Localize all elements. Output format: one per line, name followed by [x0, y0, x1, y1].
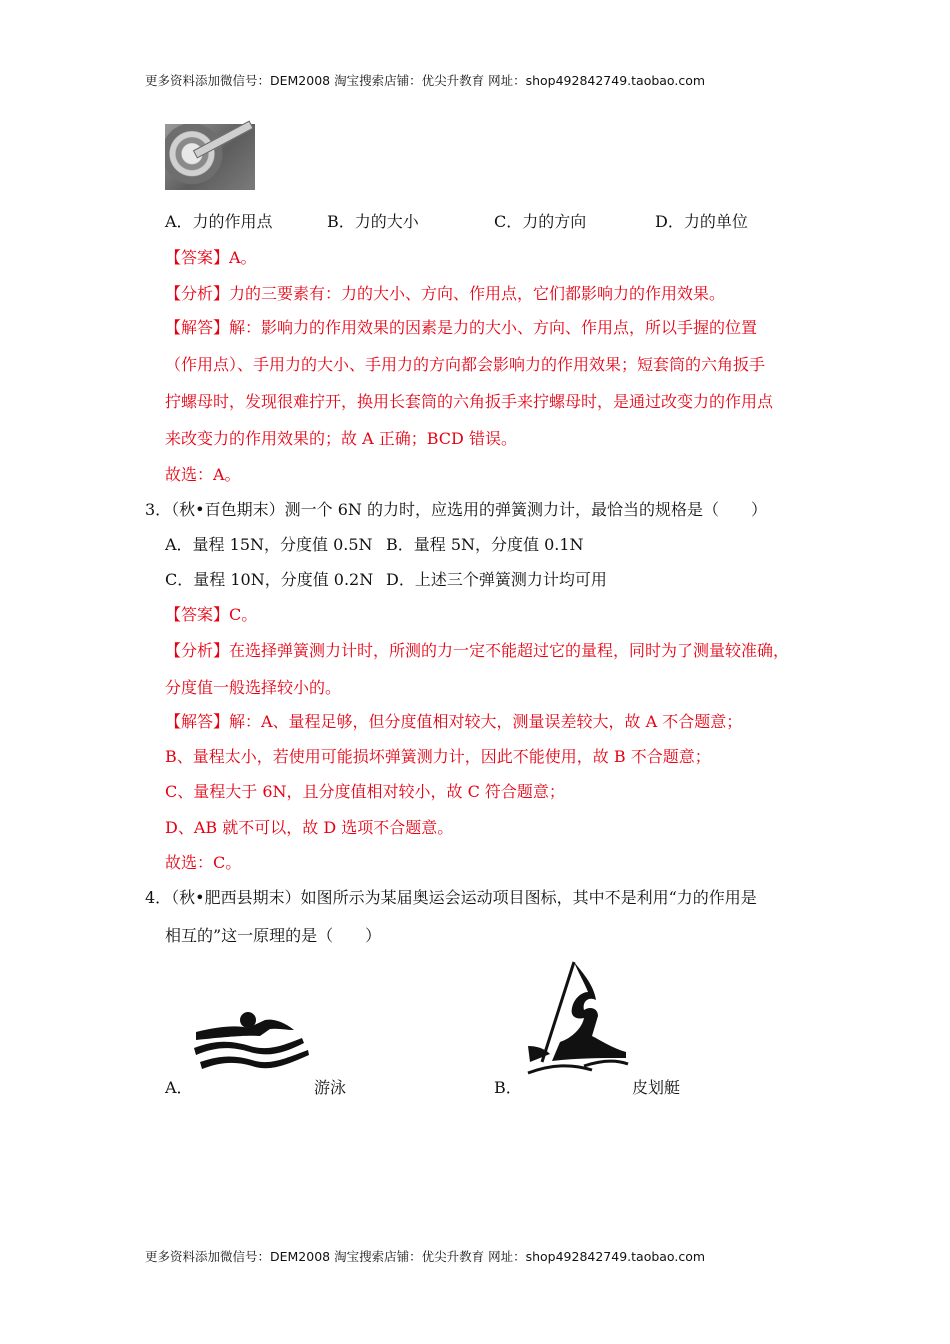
- q2-option-d: D．力的单位: [655, 212, 748, 231]
- q3-solution-line: D、AB 就不可以，故 D 选项不合题意。: [165, 818, 454, 837]
- wrench-icon: [193, 120, 254, 158]
- q2-option-c: C．力的方向: [494, 212, 587, 231]
- q4-stem-line: 相互的”这一原理的是（ ）: [165, 926, 382, 945]
- q3-analysis-line: 【分析】在选择弹簧测力计时，所测的力一定不能超过它的量程，同时为了测量较准确，: [165, 641, 790, 660]
- q4-option-a-letter: A．: [165, 1078, 193, 1097]
- q3-solution-line: 【解答】解：A、量程足够，但分度值相对较大，测量误差较大，故 A 不合题意；: [165, 712, 743, 731]
- q2-option-b: B．力的大小: [327, 212, 419, 231]
- q4-option-a-caption: 游泳: [314, 1078, 347, 1097]
- q4-option-b-letter: B．: [494, 1078, 522, 1097]
- q3-option-c: C．量程 10N，分度值 0.2N: [165, 570, 374, 589]
- q2-answer: 【答案】A。: [165, 248, 257, 267]
- q4-option-b-caption: 皮划艇: [632, 1078, 681, 1097]
- q3-solution-line: B、量程太小，若使用可能损坏弹簧测力计，因此不能使用，故 B 不合题意；: [165, 747, 711, 766]
- q3-choice: 故选：C。: [165, 853, 242, 872]
- q2-choice: 故选：A。: [165, 465, 241, 484]
- q3-option-a: A．量程 15N，分度值 0.5N: [165, 535, 373, 554]
- page-header: 更多资料添加微信号：DEM2008 淘宝搜索店铺：优尖升教育 网址：shop492842749.taobao.com: [145, 73, 706, 88]
- q3-answer: 【答案】C。: [165, 605, 258, 624]
- q4-stem-line: 4．（秋•肥西县期末）如图所示为某届奥运会运动项目图标，其中不是利用“力的作用是: [145, 888, 757, 907]
- q2-solution-line: 拧螺母时，发现很难拧开，换用长套筒的六角扳手来拧螺母时，是通过改变力的作用点: [165, 392, 774, 411]
- q3-solution-line: C、量程大于 6N，且分度值相对较小，故 C 符合题意；: [165, 782, 565, 801]
- canoe-icon: [522, 958, 632, 1082]
- q2-solution-line: 【解答】解：影响力的作用效果的因素是力的大小、方向、作用点，所以手握的位置: [165, 318, 758, 337]
- q3-option-b: B．量程 5N，分度值 0.1N: [386, 535, 584, 554]
- q2-solution-line: （作用点）、手用力的大小、手用力的方向都会影响力的作用效果；短套筒的六角扳手: [165, 355, 766, 374]
- page-footer: 更多资料添加微信号：DEM2008 淘宝搜索店铺：优尖升教育 网址：shop492842749.taobao.com: [145, 1249, 706, 1264]
- wrench-wheel-photo: [165, 124, 255, 190]
- swimming-icon: [190, 1010, 312, 1078]
- q3-stem: 3．（秋•百色期末）测一个 6N 的力时，应选用的弹簧测力计，最恰当的规格是（ ）: [145, 500, 767, 519]
- q3-analysis-line: 分度值一般选择较小的。: [165, 678, 342, 697]
- q2-option-a: A．力的作用点: [165, 212, 273, 231]
- q2-solution-line: 来改变力的作用效果的；故 A 正确；BCD 错误。: [165, 429, 517, 448]
- q2-analysis: 【分析】力的三要素有：力的大小、方向、作用点，它们都影响力的作用效果。: [165, 284, 726, 303]
- q3-option-d: D．上述三个弹簧测力计均可用: [386, 570, 607, 589]
